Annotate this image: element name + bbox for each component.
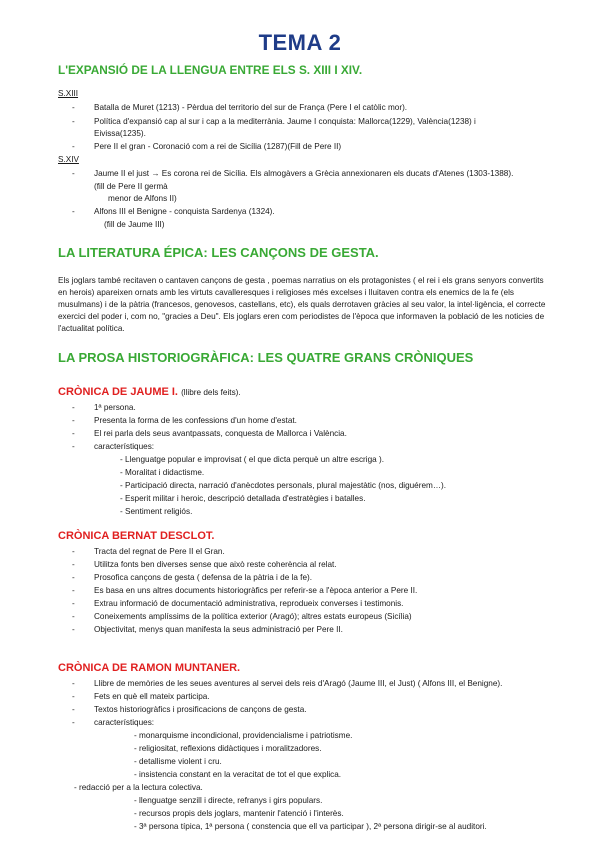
bullet: - (72, 679, 75, 688)
chronicle-heading-jaume: CRÒNICA DE JAUME I. (llibre dels feits). (58, 386, 241, 398)
list-item-continuation: menor de Alfons II) (108, 194, 177, 203)
list-item-continuation: (fill de Jaume III) (104, 220, 165, 229)
sub-list-heading: - redacció per a la lectura colectiva. (74, 783, 203, 792)
bullet: - (72, 586, 75, 595)
sub-list-item: - Llenguatge popular e improvisat ( el que dicta perquè un altre escriga ). (120, 455, 384, 464)
chronicle-heading-muntaner: CRÒNICA DE RAMON MUNTANER. (58, 662, 241, 674)
chronicle-note: (llibre dels feits). (181, 388, 241, 397)
bullet: - (72, 547, 75, 556)
sub-list-item: - Esperit militar i heroic, descripció detallada d'estratègies i batalles. (120, 494, 366, 503)
paragraph-joglars: Els joglars també recitaven o cantaven cançons de gesta , poemas narratius on els protagonistes ( el rei i els grans senyors convertits en herois) apareixen ornats amb les virtuts cavalleresques i religioses més excelses i lluitaven contra els enemics de la fe (els musulmans) i de la pàtria (francesos, genovesos, castellans, etc), els quals derrotaven gràcies al seu valor, la intel·ligència, el correcte exercici del poder i, com no, "gracies a Deu". Els joglars eren com periodistes de l'època que informaven la població de les noticies de l'actualitat política. (58, 276, 546, 333)
list-item-continuation: Eivissa(1235). (94, 129, 146, 138)
document-page: TEMA 2 L'EXPANSIÓ DE LA LLENGUA ENTRE ELS S. XIII I XIV. S.XIII - Batalla de Muret (1213) - Pèrdua del territorio del sur de França (Pere I el catòlic mor). - Política d'expansió cap al sur i cap a la mediterrània. Jaume I conquista: Mallorca(1229), València(1238) i Eivissa(1235). - Pere II el gran - Coronació com a rei de Sicília (1287)(Fill de Pere II) S.XIV - Jaume II el just → Es corona rei de Sicília. Els almogàvers a Grècia annexionaren els ducats d'Atenes (1303-1388). (fill de Pere II germà menor de Alfons II) - Alfons III el Benigne - conquista Sardenya (1324). (fill de Jaume III) LA LITERATURA ÉPICA: LES CANÇONS DE GESTA. Els joglars també recitaven o cantaven cançons de gesta , poemas narratius on els protagonistes ( el rei i els grans senyors convertits en herois) apareixen ornats amb les virtuts cavalleresques i religioses més excelses i lluitaven contra els enemics de la fe (els musulmans) i de la pàtria (francesos, genovesos, castellans, etc), els quals derrotaven gràcies al seu valor, la intel·ligència, el correcte exercici del poder i, com no, "gracies a Deu". Els joglars eren com periodistes de l'època que informaven la població de les noticies de l'actualitat política. LA PROSA HISTORIOGRÀFICA: LES QUATRE GRANS CRÒNIQUES CRÒNICA DE JAUME I. (llibre dels feits). - 1ª persona. - Presenta la forma de les confessions d'un home d'estat. - El rei parla dels seus avantpassats, conquesta de Mallorca i València. - característiques: - Llenguatge popular e improvisat ( el que dicta perquè un altre escriga ). - Moralitat i didactisme. - Participació directa, narració d'anècdotes personals, plural majestàtic (nos, diguérem…). - Esperit militar i heroic, descripció detallada d'estratègies i batalles. - Sentiment religiós. CRÒNICA BERNAT DESCLOT. - Tracta del regnat de Pere II el Gran. - Utilitza fonts ben diverses sense que això reste coherència al relat. - Prosofica cançons de gesta ( defensa de la pàtria i de la fe). - Es basa en uns altres documents historiogràfics per referir-se a l'època anterior a Pere II. - Extrau informació de documentació administrativa, reprodueix converses i testimonis. - Coneixements amplíssims de la política exterior (Aragó); altres estats europeus (Sicília) - Objectivitat, menys quan manifesta la seus administració per Pere II. CRÒNICA DE RAMON MUNTANER. - Llibre de memòries de les seues aventures al servei dels reis d'Aragó (Jaume III, el Just) ( Alfons III, el Benigne). - Fets en què ell mateix participa. - Textos historiogràfics i prosificacions de cançons de gesta. - característiques: - monarquisme incondicional, providencialisme i patriotisme. - religiositat, reflexions didàctiques i moralitzadores. - detallisme violent i cru. - insistencia constant en la veracitat de tot el que explica. - redacció per a la lectura colectiva. - llenguatge senzill i directe, refranys i girs populars. - recursos propis dels joglars, mantenir l'atenció i l'interès. - 3ª persona típica, 1ª persona ( constencia que ell va participar ), 2ª persona dirigir-se al auditori. (0, 0, 600, 848)
bullet: - (72, 560, 75, 569)
bullet: - (72, 612, 75, 621)
section-heading-expansio: L'EXPANSIÓ DE LA LLENGUA ENTRE ELS S. XIII I XIV. (58, 63, 363, 77)
sub-list-item: - detallisme violent i cru. (134, 757, 222, 766)
page-title: TEMA 2 (258, 30, 342, 55)
bullet: - (72, 625, 75, 634)
bullet: - (72, 718, 75, 727)
bullet: - (72, 429, 75, 438)
bullet: - (72, 207, 75, 216)
century-label-s14: S.XIV (58, 155, 79, 164)
sub-list-item: - monarquisme incondicional, providencialisme i patriotisme. (134, 731, 353, 740)
sub-list-item: - llenguatge senzill i directe, refranys i girs populars. (134, 796, 323, 805)
bullet: - (72, 169, 75, 178)
sub-list-item: - 3ª persona típica, 1ª persona ( constencia que ell va participar ), 2ª persona dirigir-se al auditori. (134, 822, 487, 831)
bullet: - (72, 103, 75, 112)
sub-list-item: - recursos propis dels joglars, mantenir l'atenció i l'interès. (134, 809, 344, 818)
chronicle-heading-desclot: CRÒNICA BERNAT DESCLOT. (58, 530, 215, 542)
bullet: - (72, 416, 75, 425)
bullet: - (72, 692, 75, 701)
bullet: - (72, 442, 75, 451)
section-heading-prosa-historiografica: LA PROSA HISTORIOGRÀFICA: LES QUATRE GRANS CRÒNIQUES (58, 350, 474, 365)
sub-list-item: - Sentiment religiós. (120, 507, 193, 516)
sub-list-item: - religiositat, reflexions didàctiques i moralitzadores. (134, 744, 322, 753)
bullet: - (72, 705, 75, 714)
bullet: - (72, 599, 75, 608)
bullet: - (72, 142, 75, 151)
sub-list-item: - Moralitat i didactisme. (120, 468, 205, 477)
section-heading-literatura-epica: LA LITERATURA ÉPICA: LES CANÇONS DE GESTA. (58, 245, 379, 260)
sub-list-item: - Participació directa, narració d'anècdotes personals, plural majestàtic (nos, diguérem…). (120, 481, 447, 490)
bullet: - (72, 403, 75, 412)
bullet: - (72, 117, 75, 126)
bullet: - (72, 573, 75, 582)
list-item-continuation: (fill de Pere II germà (94, 182, 168, 191)
sub-list-item: - insistencia constant en la veracitat de tot el que explica. (134, 770, 342, 779)
century-label-s13: S.XIII (58, 89, 79, 98)
